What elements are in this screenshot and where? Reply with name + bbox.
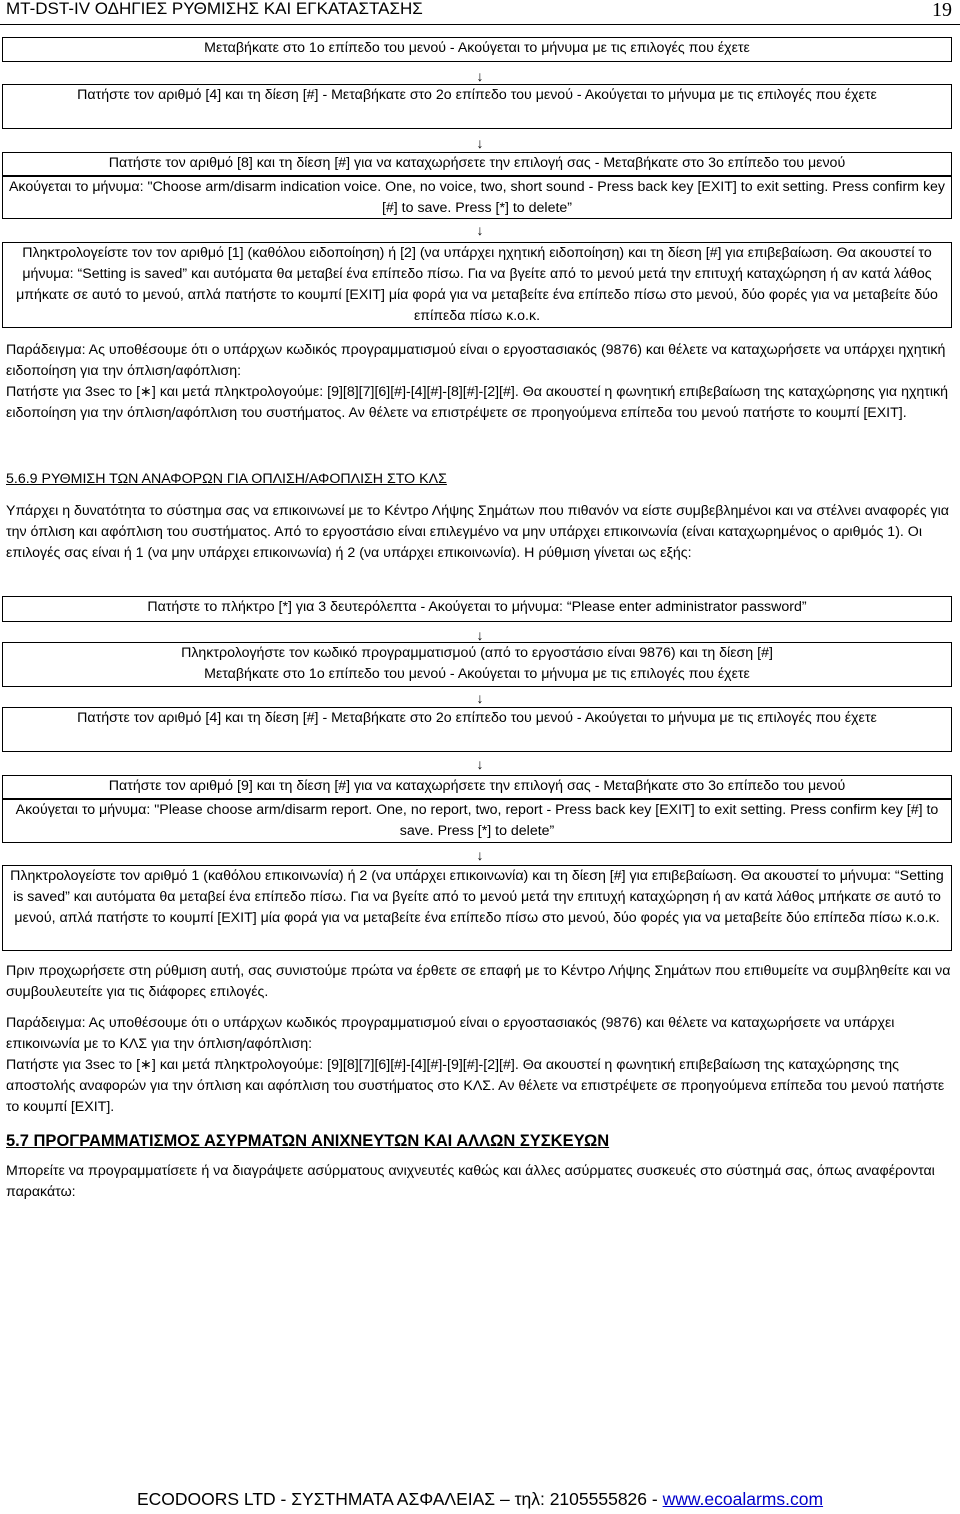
down-arrow: ↓	[476, 690, 484, 706]
flow1-step4-box	[2, 242, 952, 328]
flow2-step2b-text: Μεταβήκατε στο 1ο επίπεδο του μενού - Ακούγεται το μήνυμα με τις επιλογές που έχετε	[204, 666, 750, 682]
flow2-step2a-text: Πληκτρολογήστε τον κωδικό προγραμματισμού (από το εργοστάσιο είναι 9876) και τη δίεση [#]	[181, 645, 773, 661]
page-footer	[0, 1489, 960, 1510]
footer-company-text: ECODOORS LTD - ΣΥΣΤΗΜΑΤΑ ΑΣΦΑΛΕΙΑΣ – τηλ: 2105555826 -	[136, 1489, 663, 1509]
flow2-step4b-box	[2, 799, 952, 843]
flow1-step4-text: Πληκτρολογείστε τον τον αριθμό [1] (καθόλου ειδοποίηση) ή [2] (να υπάρχει ηχητική ειδοποίηση) και τη δίεση [#] για επιβεβαίωση. Θα ακουστεί το μήνυμα: “Setting is saved” και αυτόματα θα μεταβεί ένα επίπεδο πίσω. Για να βγείτε από το μενού μετά την επιτυχή καταχώρηση ή αν κατά λάθος μπήκατε σε αυτό το μενού, απλά πατήστε το κουμπί [EXIT] μία φορά για να μεταβείτε ένα επίπεδο πίσω στο μενού, δύο φορές για να μεταβείτε δύο επίπεδα πίσω κ.ο.κ.	[16, 245, 938, 324]
flow2-step1-text: Πατήστε το πλήκτρο [*] για 3 δευτερόλεπτα - Ακούγεται το μήνυμα: “Please enter administrator password”	[147, 599, 807, 615]
example2-line1: Παράδειγμα: Ας υποθέσουμε ότι ο υπάρχων κωδικός προγραμματισμού είναι ο εργοστασιακός (9876) και θέλετε να καταχωρήσετε να υπάρχει επικοινωνία με το ΚΛΣ για την όπλιση/αφόπλιση:	[6, 1015, 895, 1052]
down-arrow: ↓	[476, 847, 484, 863]
example1-paragraph	[6, 340, 954, 424]
example1-line1: Παράδειγμα: Ας υποθέσουμε ότι ο υπάρχων κωδικός προγραμματισμού είναι ο εργοστασιακός (9876) και θέλετε να καταχωρήσετε να υπάρχει ηχητική ειδοποίηση για την όπλιση/αφόπλιση:	[6, 342, 946, 379]
flow2-step4a-box	[2, 775, 952, 799]
footer-website-link[interactable]: www.ecoalarms.com	[662, 1489, 824, 1509]
flow1-step3a-text: Πατήστε τον αριθμό [8] και τη δίεση [#] για να καταχωρήσετε την επιλογή σας - Μεταβήκατε στο 3ο επίπεδο του μενού	[108, 155, 846, 171]
example2-line2: Πατήστε για 3sec το [∗] και μετά πληκτρολογούμε: [9][8][7][6][#]-[4][#]-[9][#]-[2][#]. Θα ακουστεί η φωνητική επιβεβαίωση της καταχώρησης της αποστολής αναφορών για την όπλιση και αφόπλιση του συστήματος στο ΚΛΣ. Αν θέλετε να επιστρέψετε σε προηγούμενα επίπεδα του μενού πατήστε το κουμπί [EXIT].	[6, 1057, 945, 1115]
flow2-step4b-text: Ακούγεται το μήνυμα: "Please choose arm/disarm report. One, no report, two, report - Press back key [EXIT] to exit setting. Press confirm key [#] to save. Press [*] to delete”	[15, 802, 939, 839]
page-number: 19	[932, 0, 952, 21]
down-arrow: ↓	[476, 222, 484, 238]
flow2-step3-box	[2, 707, 952, 752]
section-5-7-heading: 5.7 ΠΡΟΓΡΑΜΜΑΤΙΣΜΟΣ ΑΣΥΡΜΑΤΩΝ ΑΝΙΧΝΕΥΤΩΝ ΚΑΙ ΑΛΛΩΝ ΣΥΣΚΕΥΩΝ	[6, 1132, 610, 1150]
document-title: MT-DST-IV ΟΔΗΓΙΕΣ ΡΥΘΜΙΣΗΣ ΚΑΙ ΕΓΚΑΤΑΣΤΑΣΗΣ	[6, 0, 423, 18]
flow2-step1-box	[2, 596, 952, 622]
flow2-step2-box	[2, 642, 952, 687]
flow1-step3a-box	[2, 152, 952, 176]
example2-paragraph	[6, 1013, 954, 1118]
advice-paragraph: Πριν προχωρήσετε στη ρύθμιση αυτή, σας συνιστούμε πρώτα να έρθετε σε επαφή με το Κέντρο Λήψης Σημάτων που επιθυμείτε να συμβληθείτε και να συμβουλευτείτε για τις διάφορες επιλογές.	[6, 963, 951, 1000]
flow1-step2-box	[2, 84, 952, 129]
flow1-step3b-box	[2, 176, 952, 219]
flow2-step5-text: Πληκτρολογείστε τον αριθμό 1 (καθόλου επικοινωνία) ή 2 (να υπάρχει επικοινωνία) και τη δίεση [#] για επιβεβαίωση. Θα ακουστεί το μήνυμα: “Setting is saved” και αυτόματα θα μεταβεί ένα επίπεδο πίσω. Για να βγείτε από το μενού μετά την επιτυχή καταχώρηση ή αν κατά λάθος μπήκατε σε αυτό το μενού, απλά πατήστε το κουμπί [EXIT] μία φορά για να μεταβείτε ένα επίπεδο πίσω στο μενού, δύο φορές για να μεταβείτε δύο επίπεδα πίσω κ.ο.κ.	[10, 868, 944, 926]
section-5-6-9-intro: Υπάρχει η δυνατότητα το σύστημα σας να επικοινωνεί με το Κέντρο Λήψης Σημάτων που πιθανόν να είστε συμβεβλημένοι και να στέλνει αναφορές για την όπλιση και αφόπλιση του συστήματος. Από το εργοστάσιο είναι επιλεγμένο να μην υπάρχει επικοινωνία (είναι καταχωρημένος ο αριθμός 1). Οι επιλογές σας είναι ή 1 (να μην υπάρχει επικοινωνία) ή 2 (να υπάρχει επικοινωνία). Η ρύθμιση γίνεται ως εξής:	[6, 503, 949, 561]
example1-line2: Πατήστε για 3sec το [∗] και μετά πληκτρολογούμε: [9][8][7][6][#]-[4][#]-[8][#]-[2][#]. Θα ακουστεί η φωνητική επιβεβαίωση της καταχώρησης για ηχητική ειδοποίηση για την όπλιση/αφόπλιση του συστήματος. Αν θέλετε να επιστρέψετε σε προηγούμενα επίπεδα του μενού πατήστε το κουμπί [EXIT].	[6, 384, 949, 421]
down-arrow: ↓	[476, 627, 484, 643]
flow1-step2-text: Πατήστε τον αριθμό [4] και τη δίεση [#] - Μεταβήκατε στο 2ο επίπεδο του μενού - Ακούγεται το μήνυμα με τις επιλογές που έχετε	[77, 87, 877, 103]
down-arrow: ↓	[476, 135, 484, 151]
flow1-step1-box	[2, 37, 952, 62]
flow2-step3-text: Πατήστε τον αριθμό [4] και τη δίεση [#] - Μεταβήκατε στο 2ο επίπεδο του μενού - Ακούγεται το μήνυμα με τις επιλογές που έχετε	[77, 710, 877, 726]
down-arrow: ↓	[476, 68, 484, 84]
section-5-6-9-heading: 5.6.9 ΡΥΘΜΙΣΗ ΤΩΝ ΑΝΑΦΟΡΩΝ ΓΙΑ ΟΠΛΙΣΗ/ΑΦΟΠΛΙΣΗ ΣΤΟ ΚΛΣ	[6, 471, 447, 487]
down-arrow: ↓	[476, 756, 484, 772]
flow2-step5-box	[2, 865, 952, 951]
section-5-7-intro: Μπορείτε να προγραμματίσετε ή να διαγράψετε ασύρματους ανιχνευτές καθώς και άλλες ασύρματες συσκευές στο σύστημά σας, όπως αναφέρονται παρακάτω:	[6, 1163, 935, 1200]
flow1-step3b-text: Ακούγεται το μήνυμα: "Choose arm/disarm indication voice. One, no voice, two, short sound - Press back key [EXIT] to exit setting. Press confirm key [#] to save. Press [*] to delete”	[8, 179, 946, 216]
flow2-step4a-text: Πατήστε τον αριθμό [9] και τη δίεση [#] για να καταχωρήσετε την επιλογή σας - Μεταβήκατε στο 3ο επίπεδο του μενού	[108, 778, 846, 794]
header-divider	[0, 24, 960, 25]
flow1-step1-text: Μεταβήκατε στο 1ο επίπεδο του μενού - Ακούγεται το μήνυμα με τις επιλογές που έχετε	[204, 40, 750, 56]
